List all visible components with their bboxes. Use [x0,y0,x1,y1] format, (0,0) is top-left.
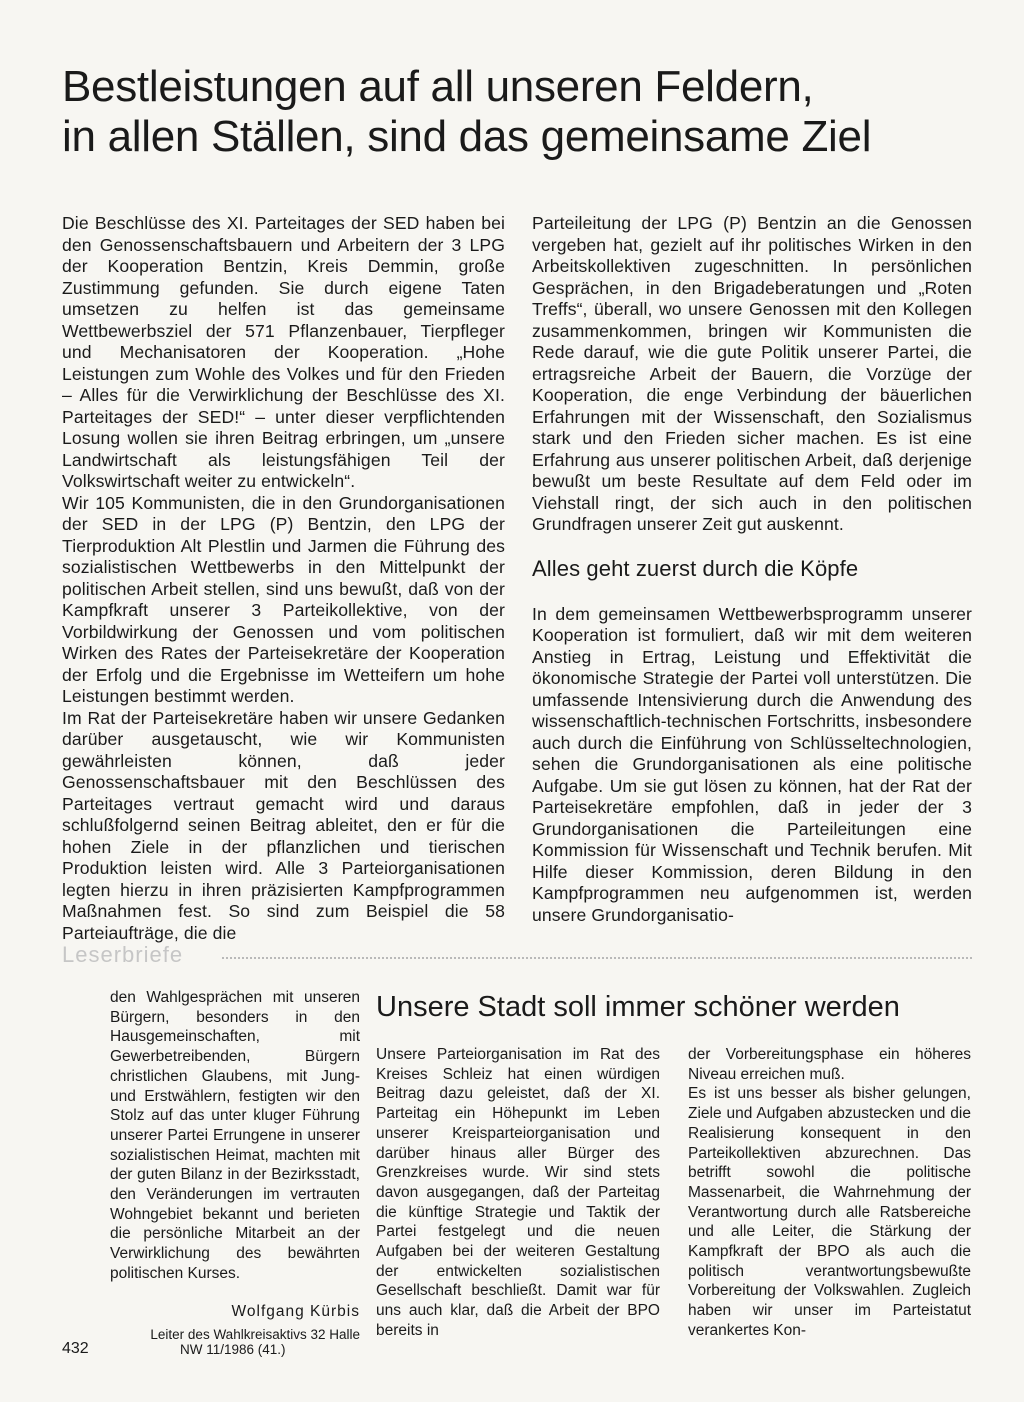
page-number: 432 [62,1340,89,1357]
article-column-right [532,213,972,926]
letter-1-column [110,988,360,1345]
letter-1-signature-role: Leiter des Wahlkreisaktivs 32 Halle [150,1327,360,1343]
letter-2-title: Unsere Stadt soll immer schöner werden [376,991,900,1023]
article-paragraph: Parteileitung der LPG (P) Bentzin an die Genossen vergeben hat, gezielt auf ihr politisches Wirken in den Arbeitskollektiven zugeschnitten. In persönlichen Gesprächen, in den Brigadeberatungen und „Roten Treffs“, überall, wo unsere Genossen mit den Kollegen zusammenkommen, bringen wir Kommunisten die Rede darauf, wie die gute Politik unserer Partei, die ertragsreiche Arbeit der Bauern, die Vorzüge der Kooperation, die enge Verbindung der bäuerlichen Erfahrungen mit der Wissenschaft, den Sozialismus stark und den Frieden sicher machen. Es ist eine Erfahrung aus unserer politischen Arbeit, daß derjenige bewußt um beste Resultate auf dem Feld oder im Viehstall ringt, der sich auch in den politischen Grundfragen unserer Zeit gut auskennt. [532,213,972,534]
letter-2-paragraph: Es ist uns besser als bisher gelungen, Ziele und Aufgaben abzustecken und die Realisierung konsequent in den Parteikollektiven abzurechnen. Das betrifft sowohl die politische Massenarbeit, die Wahrnehmung der Verantwortung durch alle Ratsbereiche und alle Leiter, die Stärkung der Kampfkraft der BPO als auch die politisch verantwortungsbewußte Vorbereitung der Volkswahlen. Zugleich haben wir unser im Parteistatut verankertes Kon- [688,1085,971,1339]
headline-line-2: in allen Ställen, sind das gemeinsame Ziel [62,112,872,161]
letter-1-signature-name: Wolfgang Kürbis [231,1302,360,1320]
letter-2-column-1 [376,1045,660,1341]
page-headline [62,62,962,162]
letter-2-paragraph: Unsere Parteiorganisation im Rat des Kreises Schleiz hat einen würdigen Beitrag dazu geleistet, daß der XI. Parteitag ein Höhepunkt im Leben unserer Kreisparteiorganisation und darüber hinaus aller Bürger des Grenzkreises wurde. Wir sind stets davon ausgegangen, daß der Parteitag die künftige Strategie und Taktik der Partei festgelegt und die neuen Aufgaben bei der weiteren Gestaltung der entwickelten sozialistischen Gesellschaft beschließt. Damit war für uns auch klar, daß die Arbeit der BPO bereits in [376,1046,660,1339]
article-paragraph: Im Rat der Parteisekretäre haben wir unsere Gedanken darüber ausgetauscht, wie wir Kommunisten gewährleisten können, daß jeder Genossenschaftsbauer mit den Beschlüssen des Parteitages vertraut gemacht wird und daraus schlußfolgernd seinen Beitrag ableitet, den er für die hohen Ziele in der pflanzlichen und tierischen Produktion leisten wird. Alle 3 Parteiorganisationen legten hierzu in ihren präzisierten Kampfprogrammen Maßnahmen fest. So sind zum Beispiel die 58 Parteiaufträge, die die [62,707,505,943]
letter-1-text: den Wahlgesprächen mit unseren Bürgern, besonders in den Hausgemeinschaften, mit Gewerbetreibenden, Bürgern christlichen Glaubens, mit Jung- und Erstwählern, festigten wir den Stolz auf das unter kluger Führung unserer Partei Errungene in unserer sozialistischen Heimat, machten mit der guten Bilanz in der Bezirksstadt, den Veränderungen im vertrauten Wohngebiet bekannt und berieten die persönliche Mitarbeit an der Verwirklichung des bewährten politischen Kurses. [110,989,360,1282]
article-column-left [62,213,505,944]
letter-2-column-2 [688,1045,971,1341]
article-paragraph: In dem gemeinsamen Wettbewerbsprogramm unserer Kooperation ist formuliert, daß wir mit dem weiteren Anstieg in Ertrag, Leistung und Effektivität die ökonomische Strategie der Partei voll unterstützen. Die umfassende Intensivierung durch die Anwendung des wissenschaftlich-technischen Fortschritts, insbesondere auch durch die Einführung von Schlüsseltechnologien, sehen die Grundorganisationen als eine politische Aufgabe. Um sie gut lösen zu können, hat der Rat der Parteisekretäre empfohlen, daß in jeder der 3 Grundorganisationen die Parteileitungen eine Kommission für Wissenschaft und Technik berufen. Mit Hilfe dieser Kommission, deren Bildung in den Kampfprogrammen neu aufgenommen ist, werden unsere Grundorganisatio- [532,603,972,925]
article-paragraph: Wir 105 Kommunisten, die in den Grundorganisationen der SED in der LPG (P) Bentzin, den LPG der Tierproduktion Alt Plestlin und Jarmen die Führung des sozialistischen Wettbewerbs in den Mittelpunkt der politischen Arbeit stellen, sind uns bewußt, daß von der Kampfkraft unserer 3 Parteikollektive, von der Vorbildwirkung der Genossen und vom politischen Wirken des Rates der Parteisekretäre der Kooperation der Erfolg und die Ergebnisse im Wetteifern um hohe Leistungen bestimmt werden. [62,492,505,706]
letters-section-label: Leserbriefe [62,942,184,967]
issue-label: NW 11/1986 (41.) [180,1342,286,1357]
article-paragraph: Die Beschlüsse des XI. Parteitages der SED haben bei den Genossenschaftsbauern und Arbeitern der 3 LPG der Kooperation Bentzin, Kreis Demmin, große Zustimmung gefunden. Sie durch eigene Taten umsetzen zu helfen ist das gemeinsame Wettbewerbsziel der 571 Pflanzenbauer, Tierpfleger und Mechanisatoren der Kooperation. „Hohe Leistungen zum Wohle des Volkes und für den Frieden – Alles für die Verwirklichung der Beschlüsse des XI. Parteitages der SED!“ – unter dieser verpflichtenden Losung wollen sie ihren Beitrag erbringen, um „unsere Landwirtschaft als leistungsfähigen Teil der Volkswirtschaft weiter zu entwickeln“. [62,213,505,491]
letters-section-header [62,942,972,970]
section-divider [222,957,972,959]
letter-2-paragraph: der Vorbereitungsphase ein höheres Niveau erreichen muß. [688,1046,971,1083]
headline-line-1: Bestleistungen auf all unseren Feldern, [62,62,814,111]
article-subheading: Alles geht zuerst durch die Köpfe [532,555,859,581]
